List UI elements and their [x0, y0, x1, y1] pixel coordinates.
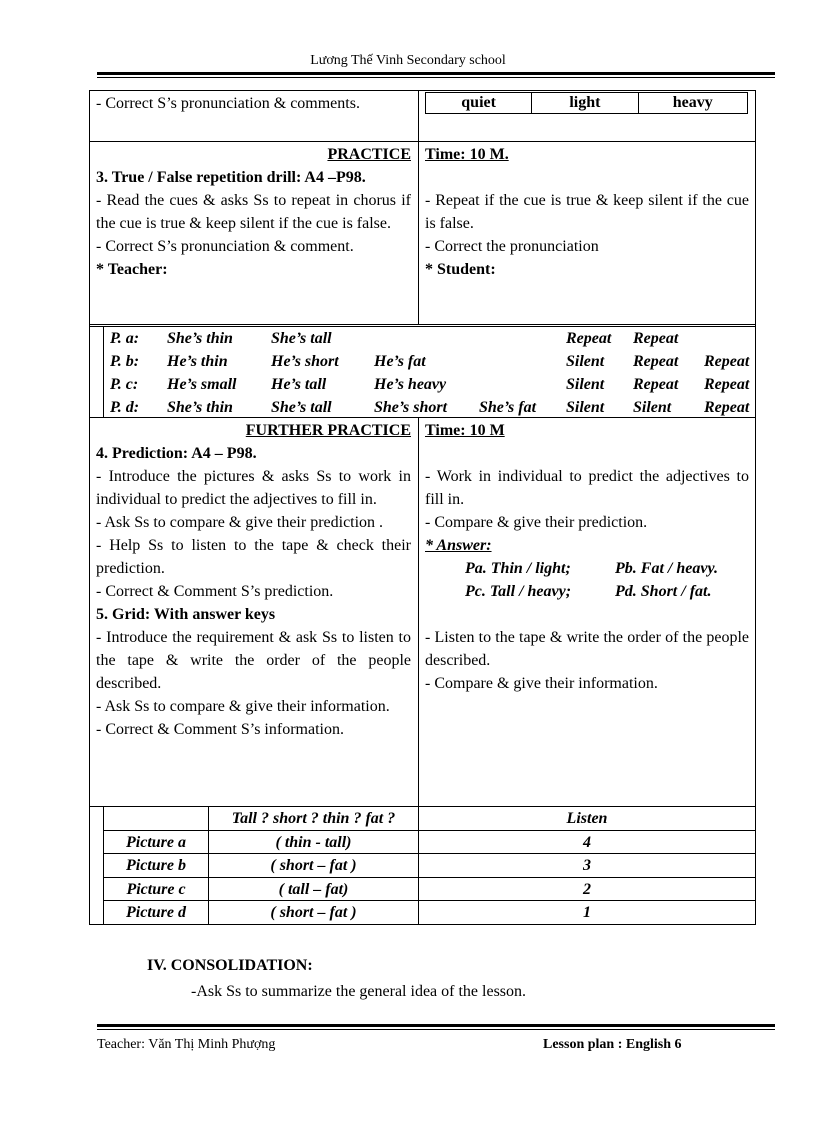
drill-table: [90, 327, 755, 417]
answer-label: * Answer:: [425, 537, 492, 554]
student-pred-1: - Work in individual to predict the adjectives to fill in.: [425, 468, 749, 508]
grid-header-desc: Tall ? short ? thin ? fat ?: [231, 810, 396, 827]
footer-lesson: Lesson plan : English 6: [543, 1037, 682, 1052]
drill-response: Silent: [633, 399, 672, 416]
drill-row: [90, 373, 755, 396]
further-right-column: [425, 419, 749, 695]
student-instruction: - Repeat if the cue is true & keep silent if the cue is false.: [425, 192, 749, 232]
drill-label: P. a:: [110, 330, 140, 347]
drill-row: [90, 327, 755, 350]
drill-cue: She’s short: [374, 399, 448, 416]
further-heading: FURTHER PRACTICE: [245, 422, 411, 439]
drill-response: Repeat: [704, 353, 750, 370]
practice-time: Time: 10 M.: [425, 146, 509, 163]
drill-response: Repeat: [704, 399, 750, 416]
drill-response: Repeat: [633, 330, 679, 347]
grid-picture: Picture d: [126, 903, 186, 921]
pred-step-2: - Ask Ss to compare & give their prediction .: [96, 514, 384, 531]
drill-cue: He’s thin: [167, 353, 228, 370]
grid-step-3: - Correct & Comment S’s information.: [96, 721, 344, 738]
pred-step-3: - Help Ss to listen to the tape & check their prediction.: [96, 537, 411, 577]
word-light: light: [532, 93, 638, 114]
drill-cue: She’s fat: [479, 399, 537, 416]
drill-response: Repeat: [704, 376, 750, 393]
practice-left-column: [96, 143, 411, 281]
grid-listen-order: 2: [583, 880, 591, 898]
consolidation-title: IV. CONSOLIDATION:: [147, 957, 313, 974]
grid-description: ( tall – fat): [278, 880, 349, 898]
student-pred-2: - Compare & give their prediction.: [425, 514, 648, 531]
drill-row: [90, 350, 755, 373]
drill-cue: He’s small: [167, 376, 237, 393]
student-grid-2: - Compare & give their information.: [425, 675, 658, 692]
correct-pronunciation-text: - Correct S’s pronunciation & comments.: [96, 95, 360, 112]
grid-table: [90, 807, 755, 924]
drill-title: 3. True / False repetition drill: A4 –P98.: [96, 169, 366, 186]
school-header: Lương Thế Vinh Secondary school: [310, 53, 506, 68]
drill-cue: He’s short: [271, 353, 339, 370]
pred-step-1: - Introduce the pictures & asks Ss to work in individual to predict the adjectives to fill in.: [96, 468, 411, 508]
grid-description: ( thin - tall): [275, 834, 352, 851]
drill-cue: She’s tall: [271, 399, 332, 416]
grid-step-2: - Ask Ss to compare & give their information.: [96, 698, 390, 715]
practice-right-column: [425, 143, 749, 281]
drill-label: P. d:: [110, 399, 140, 416]
vocabulary-words: [425, 92, 748, 114]
drill-cue: He’s fat: [374, 353, 426, 370]
header-rule-thin: [97, 77, 775, 78]
drill-row: [90, 396, 755, 417]
grid-listen-order: 1: [583, 903, 591, 921]
consolidation-text: -Ask Ss to summarize the general idea of the lesson.: [191, 983, 527, 1000]
further-left-column: [96, 419, 411, 741]
drill-response: Repeat: [633, 353, 679, 370]
footer-rule-thin: [97, 1029, 775, 1030]
word-quiet: quiet: [426, 93, 532, 114]
grid-picture: Picture a: [126, 834, 186, 851]
drill-response: Silent: [566, 376, 605, 393]
drill-cue: She’s thin: [167, 399, 233, 416]
grid-description: ( short – fat ): [270, 903, 357, 921]
drill-response: Silent: [566, 399, 605, 416]
teacher-instruction: - Read the cues & asks Ss to repeat in chorus if the cue is true & keep silent if the cue is false.: [96, 192, 411, 232]
grid-listen-order: 4: [583, 834, 591, 851]
grid-listen-order: 3: [583, 857, 591, 875]
drill-cue: She’s thin: [167, 330, 233, 347]
grid-picture: Picture c: [126, 880, 186, 898]
drill-cue: He’s heavy: [374, 376, 447, 393]
answer-pa: Pa. Thin / light;: [465, 560, 571, 577]
drill-cue: He’s tall: [271, 376, 327, 393]
answer-pc: Pc. Tall / heavy;: [465, 583, 572, 600]
student-correction: - Correct the pronunciation: [425, 238, 599, 255]
drill-response: Repeat: [566, 330, 612, 347]
teacher-label: * Teacher:: [96, 261, 168, 278]
grid-picture: Picture b: [126, 857, 186, 875]
grid-header-listen: Listen: [566, 810, 608, 827]
pred-step-4: - Correct & Comment S’s prediction.: [96, 583, 334, 600]
drill-response: Repeat: [633, 376, 679, 393]
drill-label: P. b:: [110, 353, 140, 370]
drill-cue: She’s tall: [271, 330, 332, 347]
prediction-title: 4. Prediction: A4 – P98.: [96, 445, 257, 462]
grid-step-1: - Introduce the requirement & ask Ss to listen to the tape & write the order of the people described.: [96, 629, 411, 692]
grid-title: 5. Grid: With answer keys: [96, 606, 276, 623]
practice-heading: PRACTICE: [327, 146, 411, 163]
header-rule: [97, 72, 775, 75]
further-time: Time: 10 M: [425, 422, 505, 439]
word-heavy: heavy: [638, 93, 748, 114]
footer-rule: [97, 1024, 775, 1027]
student-grid-1: - Listen to the tape & write the order of the people described.: [425, 629, 749, 669]
footer-teacher: Teacher: Văn Thị Minh Phượng: [97, 1037, 276, 1052]
drill-label: P. c:: [110, 376, 139, 393]
answer-pd: Pd. Short / fat.: [615, 583, 712, 600]
student-label: * Student:: [425, 261, 496, 278]
teacher-correction: - Correct S’s pronunciation & comment.: [96, 238, 354, 255]
grid-description: ( short – fat ): [270, 857, 357, 875]
drill-response: Silent: [566, 353, 605, 370]
answer-pb: Pb. Fat / heavy.: [615, 560, 718, 577]
